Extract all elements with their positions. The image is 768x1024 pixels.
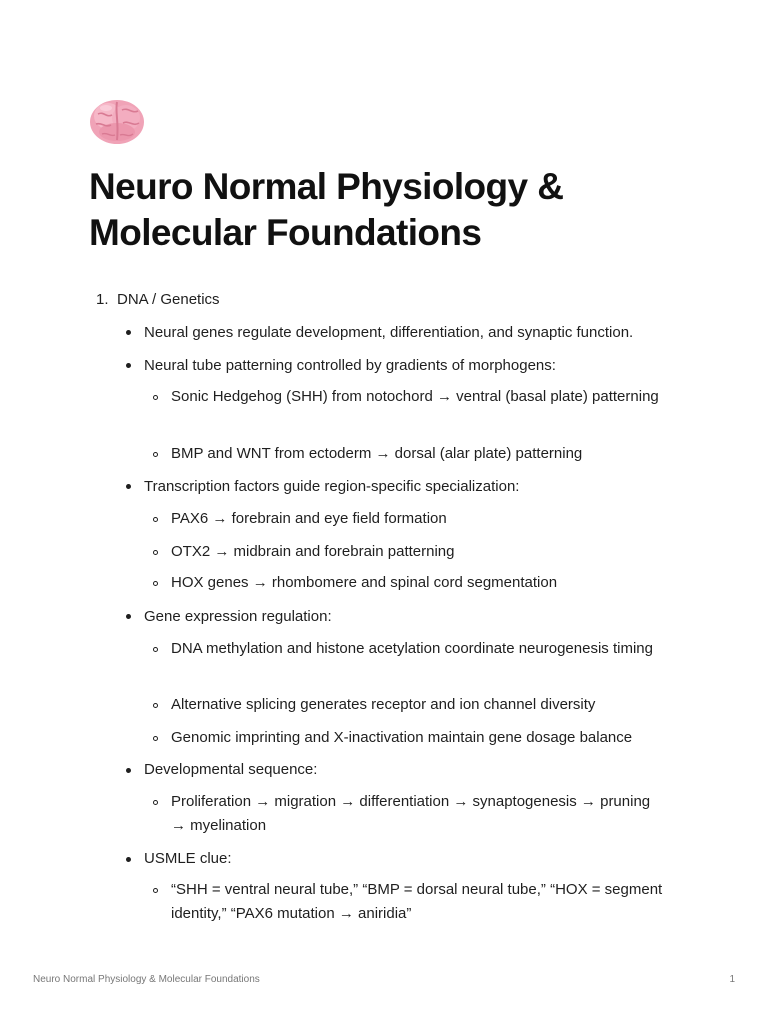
sub-bullet-icon [153,736,158,741]
bullet-icon [126,614,131,619]
sub-bullet-icon [153,550,158,555]
sub-bullet-item: PAX6 → forebrain and eye field formation [171,510,447,527]
page-title [89,164,709,256]
ordered-list-item [96,288,220,312]
bullet-item: Neural genes regulate development, differentiation, and synaptic function. [144,324,634,341]
sub-bullet-icon [153,647,158,652]
brain-icon [88,96,146,148]
bullet-item: USMLE clue: [144,850,232,867]
bullet-item: Gene expression regulation: [144,608,332,625]
sub-bullet-item: Sonic Hedgehog (SHH) from notochord → ventral (basal plate) patterning [171,388,659,405]
sub-bullet-item: Proliferation → migration → differentiation → synaptogenesis → pruning → myelination [171,793,651,834]
footer-document-title: Neuro Normal Physiology & Molecular Foundations [33,974,260,985]
sub-bullet-icon [153,800,158,805]
sub-bullet-icon [153,452,158,457]
bullet-icon [126,768,131,773]
bullet-icon [126,484,131,489]
sub-bullet-item: DNA methylation and histone acetylation coordinate neurogenesis timing [171,640,653,657]
bullet-icon [126,330,131,335]
sub-bullet-icon [153,581,158,586]
sub-bullet-item: Genomic imprinting and X-inactivation maintain gene dosage balance [171,729,633,746]
footer-page-number: 1 [729,974,735,985]
sub-bullet-icon [153,703,158,708]
list-number: 1. [96,291,109,308]
title-line-2: Molecular Foundations [89,212,482,253]
sub-bullet-item: Alternative splicing generates receptor and ion channel diversity [171,696,596,713]
bullet-icon [126,363,131,368]
sub-bullet-item: BMP and WNT from ectoderm → dorsal (alar plate) patterning [171,445,583,462]
sub-bullet-item: “SHH = ventral neural tube,” “BMP = dorsal neural tube,” “HOX = segment identity,” “PAX6 mutation → aniridia” [171,881,663,922]
sub-bullet-item: HOX genes → rhombomere and spinal cord segmentation [171,574,558,591]
title-line-1: Neuro Normal Physiology & [89,166,564,207]
bullet-item: Transcription factors guide region-specific specialization: [144,478,520,495]
list-heading: DNA / Genetics [117,291,220,308]
bullet-item: Neural tube patterning controlled by gradients of morphogens: [144,357,556,374]
bullet-item: Developmental sequence: [144,761,318,778]
sub-bullet-item: OTX2 → midbrain and forebrain patterning [171,543,455,560]
sub-bullet-icon [153,395,158,400]
bullet-icon [126,857,131,862]
sub-bullet-icon [153,517,158,522]
sub-bullet-icon [153,888,158,893]
